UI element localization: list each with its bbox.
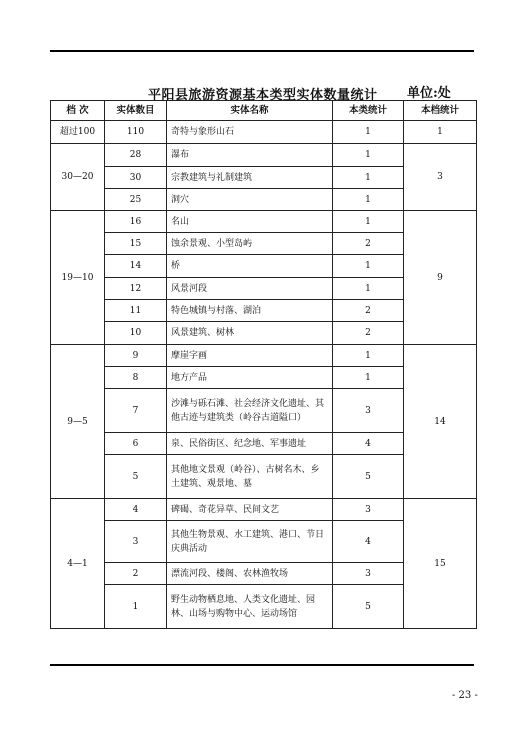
tier-cell: 9—5	[51, 345, 105, 499]
name-cell: 摩崖字画	[167, 345, 333, 367]
top-rule	[50, 50, 474, 52]
class-total-cell: 2	[333, 233, 404, 255]
count-cell: 11	[105, 300, 167, 322]
count-cell: 1	[105, 585, 167, 629]
name-cell: 瀑布	[167, 144, 333, 167]
name-cell: 野生动物栖息地、人类文化遗址、园林、山场与购物中心、运动场馆	[167, 585, 333, 629]
name-cell: 风景建筑、树林	[167, 322, 333, 345]
class-total-cell: 3	[333, 499, 404, 521]
page-number: - 23 -	[452, 690, 478, 701]
header-tier: 档 次	[51, 101, 105, 121]
class-total-cell: 1	[333, 255, 404, 278]
header-name: 实体名称	[167, 101, 333, 121]
count-cell: 28	[105, 144, 167, 167]
header-row	[51, 101, 477, 121]
name-cell: 风景河段	[167, 278, 333, 300]
table-row	[51, 144, 477, 167]
count-cell: 6	[105, 433, 167, 455]
tier-total-cell: 1	[404, 121, 477, 144]
count-cell: 16	[105, 211, 167, 233]
tier-total-cell: 14	[404, 345, 477, 499]
count-cell: 7	[105, 389, 167, 433]
class-total-cell: 1	[333, 278, 404, 300]
name-cell: 桥	[167, 255, 333, 278]
tier-total-cell: 3	[404, 144, 477, 211]
class-total-cell: 2	[333, 300, 404, 322]
count-cell: 9	[105, 345, 167, 367]
count-cell: 8	[105, 367, 167, 389]
header-tier-total: 本档统计	[404, 101, 477, 121]
header-class-total: 本类统计	[333, 101, 404, 121]
name-cell: 洞穴	[167, 189, 333, 211]
name-cell: 名山	[167, 211, 333, 233]
tier-cell: 4—1	[51, 499, 105, 629]
name-cell: 地方产品	[167, 367, 333, 389]
count-cell: 14	[105, 255, 167, 278]
name-cell: 漂流河段、楼阁、农林渔牧场	[167, 563, 333, 585]
tier-cell: 19—10	[51, 211, 105, 345]
class-total-cell: 1	[333, 367, 404, 389]
name-cell: 宗教建筑与礼制建筑	[167, 167, 333, 189]
name-cell: 蚀余景观、小型岛屿	[167, 233, 333, 255]
class-total-cell: 1	[333, 189, 404, 211]
class-total-cell: 2	[333, 322, 404, 345]
name-cell: 泉、民俗街区、纪念地、军事遗址	[167, 433, 333, 455]
tier-cell: 30—20	[51, 144, 105, 211]
table-row	[51, 345, 477, 367]
table-row	[51, 121, 477, 144]
name-cell: 碑碣、奇花异草、民间文艺	[167, 499, 333, 521]
count-cell: 5	[105, 455, 167, 499]
class-total-cell: 5	[333, 585, 404, 629]
tier-cell: 超过100	[51, 121, 105, 144]
count-cell: 25	[105, 189, 167, 211]
count-cell: 12	[105, 278, 167, 300]
class-total-cell: 4	[333, 433, 404, 455]
class-total-cell: 1	[333, 345, 404, 367]
name-cell: 沙滩与砾石滩、社会经济文化遗址、其他古迹与建筑类（岭谷古道隘口）	[167, 389, 333, 433]
class-total-cell: 5	[333, 455, 404, 499]
name-cell: 其他地文景观（岭谷）、古树名木、乡土建筑、观景地、墓	[167, 455, 333, 499]
class-total-cell: 3	[333, 389, 404, 433]
name-cell: 其他生物景观、水工建筑、港口、节日庆典活动	[167, 521, 333, 563]
header-count: 实体数目	[105, 101, 167, 121]
name-cell: 奇特与象形山石	[167, 121, 333, 144]
class-total-cell: 3	[333, 563, 404, 585]
class-total-cell: 1	[333, 144, 404, 167]
count-cell: 15	[105, 233, 167, 255]
unit-label: 单位:处	[407, 86, 451, 101]
table-row	[51, 211, 477, 233]
count-cell: 30	[105, 167, 167, 189]
class-total-cell: 4	[333, 521, 404, 563]
name-cell: 特色城镇与村落、湖泊	[167, 300, 333, 322]
tier-total-cell: 9	[404, 211, 477, 345]
count-cell: 3	[105, 521, 167, 563]
tier-total-cell: 15	[404, 499, 477, 629]
count-cell: 110	[105, 121, 167, 144]
count-cell: 2	[105, 563, 167, 585]
count-cell: 10	[105, 322, 167, 345]
class-total-cell: 1	[333, 121, 404, 144]
statistics-table	[50, 100, 477, 629]
class-total-cell: 1	[333, 211, 404, 233]
table-row	[51, 499, 477, 521]
table-title: 平阳县旅游资源基本类型实体数量统计	[148, 88, 378, 103]
count-cell: 4	[105, 499, 167, 521]
class-total-cell: 1	[333, 167, 404, 189]
bottom-rule	[50, 664, 474, 666]
